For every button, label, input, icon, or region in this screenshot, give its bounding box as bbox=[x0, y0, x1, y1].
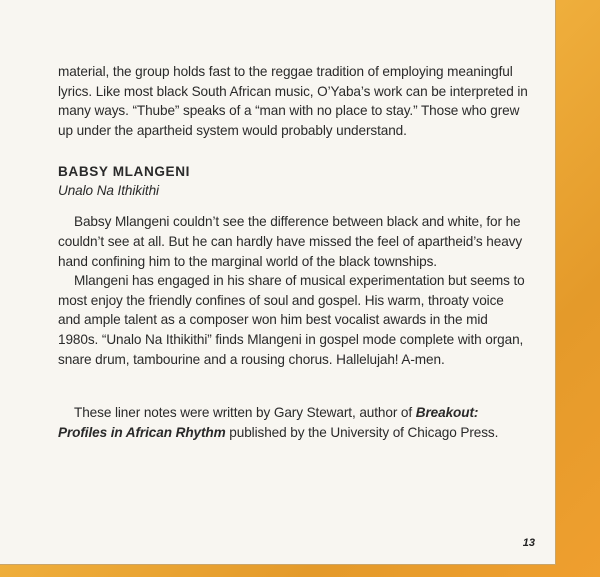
book-title: Breakout: Profiles in African Rhythm bbox=[58, 405, 479, 440]
body-paragraph-1: Babsy Mlangeni couldn’t see the difference between black and white, for he couldn’t see at all. But he can hardly have missed the feel of apartheid’s heavy hand confining him to the marginal world of the black townships. bbox=[58, 214, 523, 269]
song-title: Unalo Na Ithikithi bbox=[58, 183, 159, 199]
credit-prefix: These liner notes were written by Gary Stewart, author of bbox=[74, 405, 416, 421]
body-paragraph-2: Mlangeni has engaged in his share of musical experimentation but seems to most enjoy the friendly confines of soul and gospel. His warm, throaty voice and ample talent as a composer won him best vocalist awards in the mid 1980s. “Unalo Na Ithikithi” finds Mlangeni in gospel mode complete with organ, snare drum, tambourine and a rousing chorus. Hallelujah! A-men. bbox=[58, 273, 525, 367]
intro-paragraph: material, the group holds fast to the reggae tradition of employing meaningful lyrics. Like most black South African music, O’Yaba’s work can be interpreted in many ways. “Thube” speaks of a “man with no place to stay.” Those who grew up under the apartheid system would probably understand. bbox=[58, 64, 528, 138]
liner-notes-credit bbox=[58, 403, 528, 442]
credit-suffix: published by the University of Chicago Press. bbox=[225, 424, 499, 440]
page-number: 13 bbox=[522, 537, 535, 549]
page-content bbox=[58, 62, 528, 442]
artist-heading: BABSY MLANGENI bbox=[58, 164, 191, 180]
